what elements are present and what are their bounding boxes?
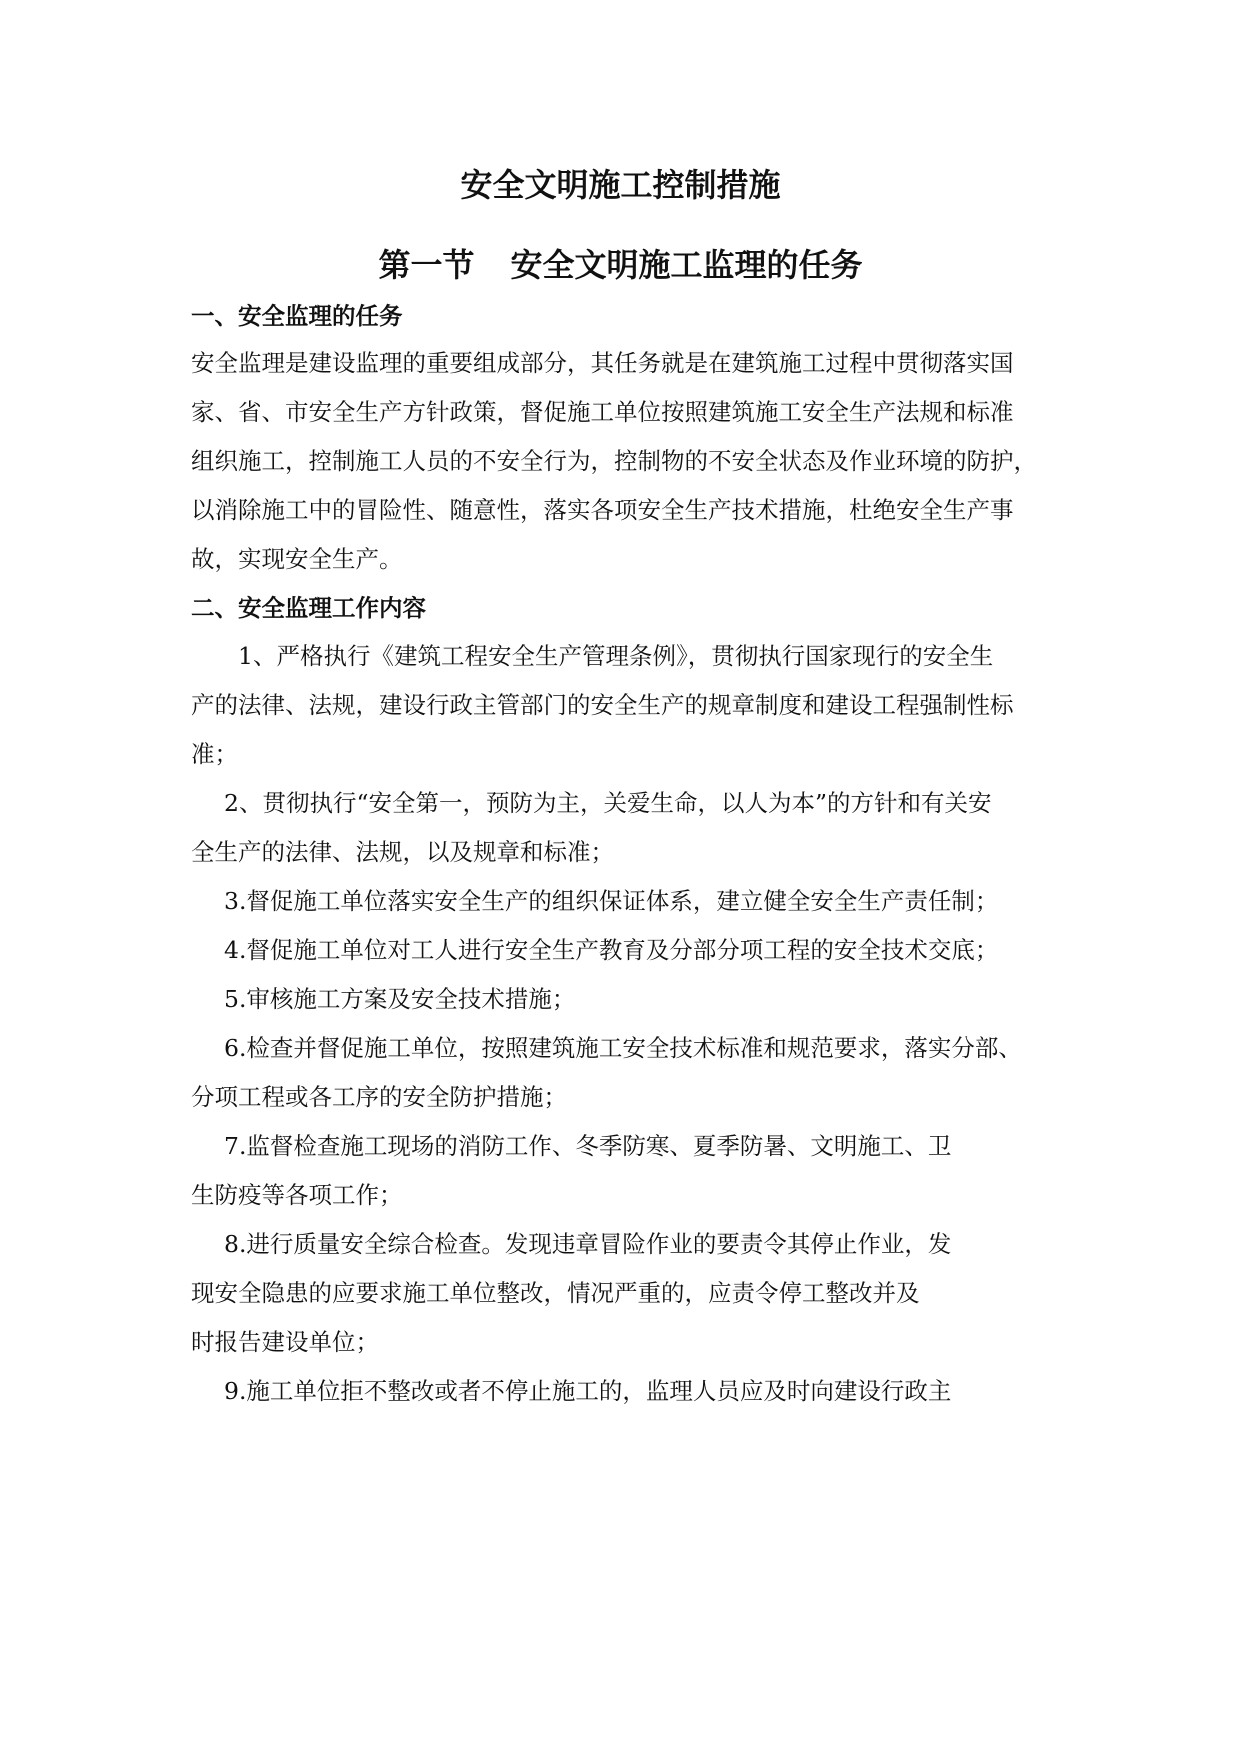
paragraph-line: 家、省、市安全生产方针政策，督促施工单位按照建筑施工安全生产法规和标准: [191, 398, 1014, 426]
list-item: 生防疫等各项工作；: [191, 1181, 403, 1209]
list-item: 1、严格执行《建筑工程安全生产管理条例》，贯彻执行国家现行的安全生: [238, 642, 994, 670]
paragraph-line: 以消除施工中的冒险性、随意性，落实各项安全生产技术措施，杜绝安全生产事: [191, 496, 1014, 524]
list-item: 时报告建设单位；: [191, 1328, 379, 1356]
paragraph-line: 安全监理是建设监理的重要组成部分，其任务就是在建筑施工过程中贯彻落实国: [191, 349, 1014, 377]
list-item: 全生产的法律、法规，以及规章和标准；: [191, 838, 614, 866]
document-title: 安全文明施工控制措施: [460, 166, 781, 204]
paragraph-line: 故，实现安全生产。: [191, 545, 403, 573]
paragraph-line: 组织施工，控制施工人员的不安全行为，控制物的不安全状态及作业环境的防护，: [191, 447, 1037, 475]
list-item: 5.审核施工方案及安全技术措施；: [224, 985, 576, 1013]
heading-safety-tasks: 一、安全监理的任务: [191, 302, 403, 330]
list-item: 准；: [191, 740, 238, 768]
heading-work-content: 二、安全监理工作内容: [191, 594, 426, 622]
section-name: 安全文明施工监理的任务: [510, 246, 863, 284]
list-item: 7.监督检查施工现场的消防工作、冬季防寒、夏季防暑、文明施工、卫: [224, 1132, 952, 1160]
list-item: 产的法律、法规，建设行政主管部门的安全生产的规章制度和建设工程强制性标: [191, 691, 1014, 719]
list-item: 8.进行质量安全综合检查。发现违章冒险作业的要责令其停止作业，发: [224, 1230, 952, 1258]
section-title: [0, 240, 1241, 286]
list-item: 分项工程或各工序的安全防护措施；: [191, 1083, 567, 1111]
list-item: 6.检查并督促施工单位，按照建筑施工安全技术标准和规范要求，落实分部、: [224, 1034, 1022, 1062]
list-item: 现安全隐患的应要求施工单位整改，情况严重的，应责令停工整改并及: [191, 1279, 920, 1307]
list-item: 3.督促施工单位落实安全生产的组织保证体系，建立健全安全生产责任制；: [224, 887, 999, 915]
section-label: 第一节: [378, 246, 475, 284]
list-item: 2、贯彻执行“安全第一，预防为主，关爱生命，以人为本”的方针和有关安: [224, 789, 992, 817]
list-item: 4.督促施工单位对工人进行安全生产教育及分部分项工程的安全技术交底；: [224, 936, 999, 964]
list-item: 9.施工单位拒不整改或者不停止施工的，监理人员应及时向建设行政主: [224, 1377, 952, 1405]
